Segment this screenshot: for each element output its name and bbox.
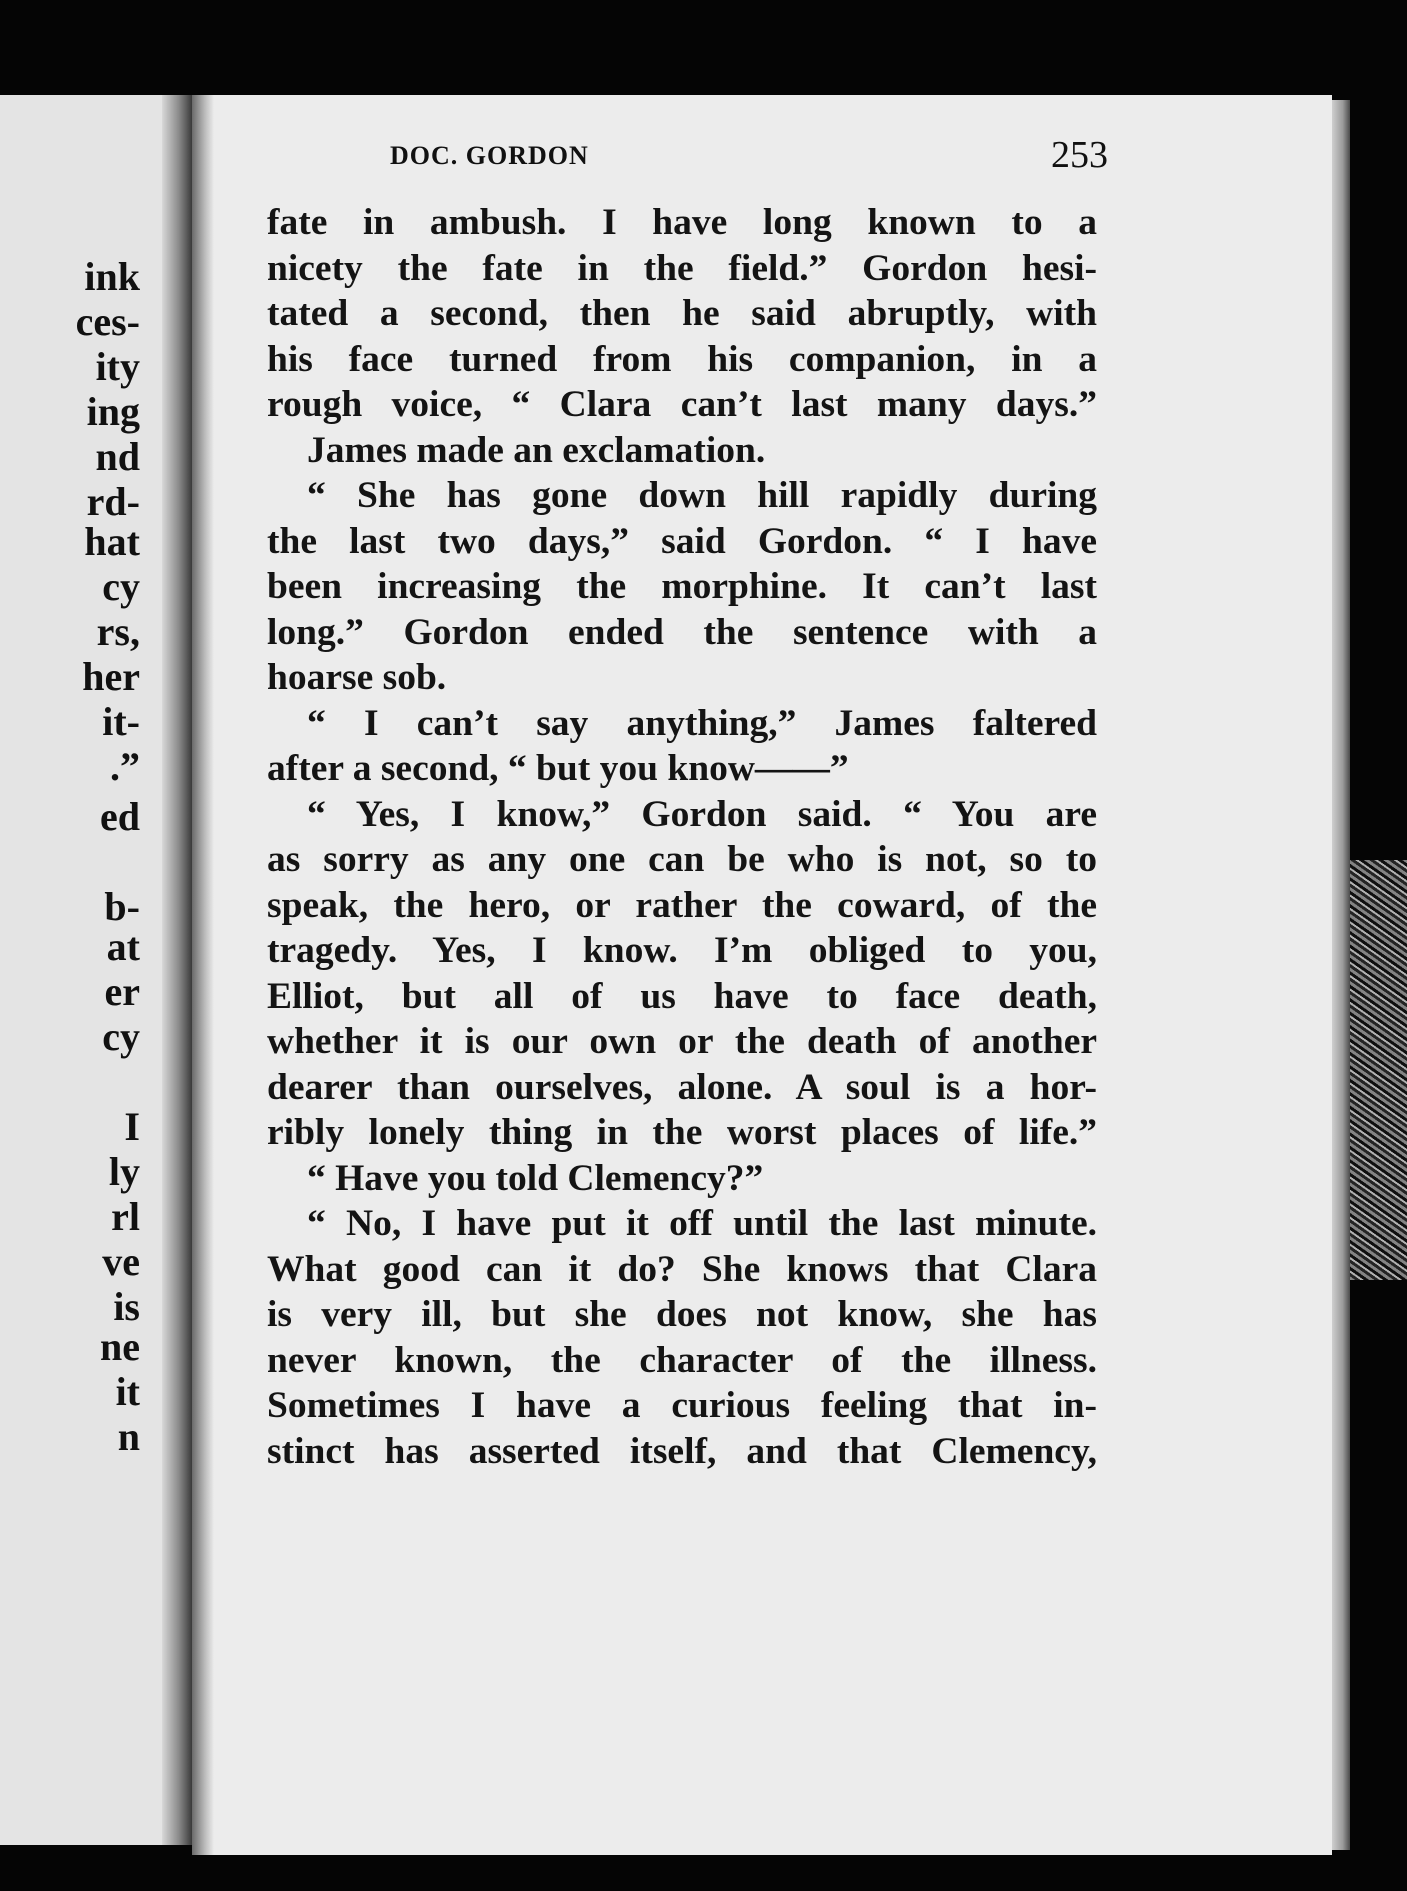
left-facing-page: [0, 95, 192, 1845]
text-line: Sometimes I have a curious feeling that in-: [267, 1385, 1097, 1426]
text-line: ribly lonely thing in the worst places of life.”: [267, 1112, 1097, 1153]
left-page-fragment: ink: [84, 254, 140, 299]
left-page-fragment: rs,: [96, 609, 140, 654]
page-number: 253: [1051, 134, 1108, 176]
left-page-fragment: nd: [95, 434, 140, 479]
left-page-fragment: at: [106, 924, 140, 969]
right-page-gutter-shadow: [192, 95, 214, 1855]
text-line: stinct has asserted itself, and that Clemency,: [267, 1430, 1097, 1472]
text-line: never known, the character of the illness.: [267, 1339, 1097, 1381]
left-page-fragment: rd-: [86, 479, 140, 524]
text-line: Elliot, but all of us have to face death,: [267, 975, 1097, 1017]
left-page-fragment: ed: [100, 794, 140, 839]
running-head: DOC. GORDON: [390, 141, 589, 170]
left-page-fragment: .”: [110, 744, 140, 789]
text-line: dearer than ourselves, alone. A soul is a hor-: [267, 1066, 1097, 1108]
left-page-fragment: ity: [95, 344, 140, 389]
text-line: “ Have you told Clemency?”: [307, 1157, 764, 1199]
text-line: hoarse sob.: [267, 657, 447, 698]
text-line: What good can it do? She knows that Clara: [267, 1248, 1097, 1290]
left-page-fragment: it-: [102, 699, 140, 744]
left-page-fragment: ces-: [75, 299, 140, 344]
text-line: “ No, I have put it off until the last minute.: [307, 1203, 1097, 1244]
page-header: [390, 133, 1108, 183]
text-line: his face turned from his companion, in a: [267, 338, 1097, 380]
text-line: “ I can’t say anything,” James faltered: [307, 702, 1097, 744]
text-line: James made an exclamation.: [307, 429, 766, 471]
left-page-gutter-shadow: [162, 95, 192, 1845]
text-line: tragedy. Yes, I know. I’m obliged to you,: [267, 930, 1097, 971]
text-line: nicety the fate in the field.” Gordon hesi-: [267, 247, 1097, 289]
left-page-fragment: ly: [108, 1149, 140, 1194]
body-text: [267, 200, 1097, 1474]
text-line: is very ill, but she does not know, she has: [267, 1294, 1097, 1335]
left-page-fragment: ne: [100, 1324, 140, 1369]
text-line: speak, the hero, or rather the coward, of the: [267, 884, 1097, 926]
text-line: “ She has gone down hill rapidly during: [307, 475, 1097, 516]
left-page-fragment: I: [124, 1104, 140, 1149]
text-line: fate in ambush. I have long known to a: [267, 202, 1097, 243]
text-line: been increasing the morphine. It can’t last: [267, 566, 1097, 607]
left-page-fragment: ve: [102, 1239, 140, 1284]
left-page-fragment: hat: [84, 519, 140, 564]
left-page-fragment: rl: [111, 1194, 140, 1239]
text-line: whether it is our own or the death of another: [267, 1021, 1097, 1062]
text-line: rough voice, “ Clara can’t last many days.”: [267, 384, 1097, 425]
text-line: the last two days,” said Gordon. “ I have: [267, 520, 1097, 562]
left-page-fragment: cy: [102, 1014, 140, 1059]
text-line: “ Yes, I know,” Gordon said. “ You are: [307, 793, 1097, 835]
background-texture: [1350, 860, 1407, 1280]
left-page-fragment: ing: [86, 389, 140, 434]
text-line: tated a second, then he said abruptly, with: [267, 293, 1097, 334]
left-page-fragment: is: [113, 1284, 140, 1329]
text-line: as sorry as any one can be who is not, so to: [267, 839, 1097, 880]
left-page-fragment: er: [104, 969, 140, 1014]
left-page-fragment: it: [115, 1369, 140, 1414]
left-page-fragment: cy: [102, 564, 140, 609]
text-line: long.” Gordon ended the sentence with a: [267, 611, 1097, 653]
left-page-fragment: her: [82, 654, 140, 699]
left-page-fragment: n: [117, 1414, 140, 1459]
text-line: after a second, “ but you know——”: [267, 748, 849, 789]
page-edge: [1332, 100, 1350, 1850]
left-page-fragment: b-: [104, 884, 140, 929]
